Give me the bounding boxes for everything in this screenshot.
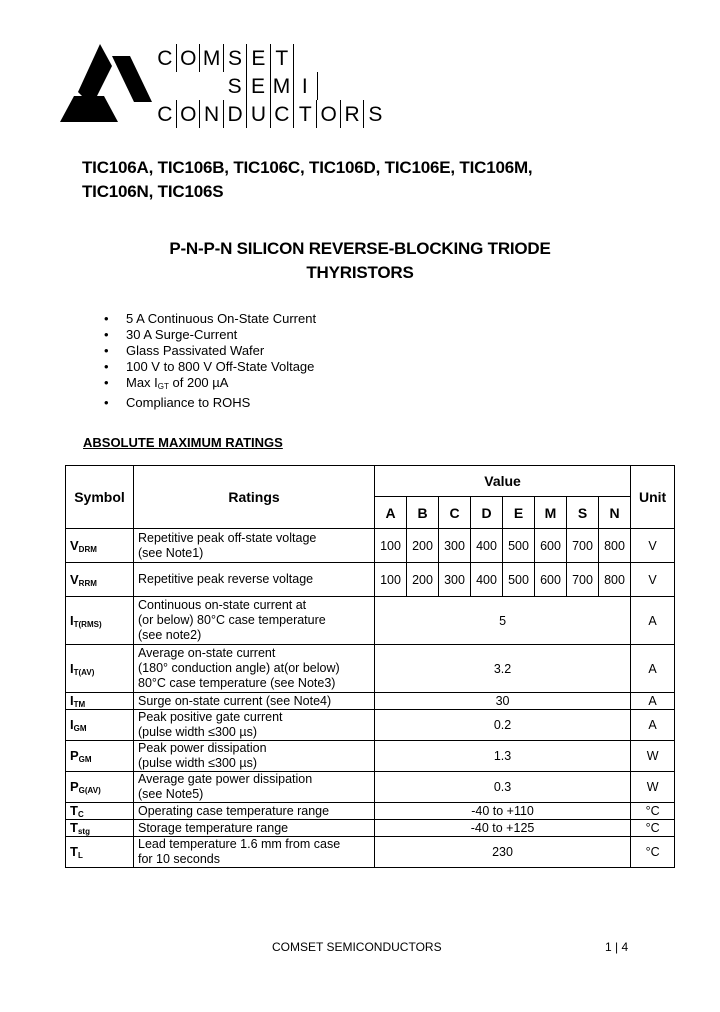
rating-cell: Surge on-state current (see Note4) — [134, 693, 375, 710]
table-row — [66, 645, 675, 693]
feature-list — [104, 311, 316, 411]
value-cell: 500 — [503, 529, 535, 563]
rating-cell: Lead temperature 1.6 mm from case for 10 seconds — [134, 837, 375, 868]
title-line-1: TIC106A, TIC106B, TIC106C, TIC106D, TIC106E, TIC106M, — [82, 158, 533, 177]
table-row — [66, 597, 675, 645]
rating-cell: Continuous on-state current at (or below) 80°C case temperature (see note2) — [134, 597, 375, 645]
value-cell: 200 — [407, 529, 439, 563]
value-cell: 400 — [471, 563, 503, 597]
unit-cell: °C — [631, 837, 675, 868]
list-item: • Glass Passivated Wafer — [104, 343, 316, 359]
header-ratings: Ratings — [134, 466, 375, 529]
logo-letter: C — [157, 47, 173, 70]
symbol-cell: PGM — [66, 741, 134, 772]
value-cell: 200 — [407, 563, 439, 597]
value-cell: 800 — [599, 563, 631, 597]
symbol-cell: ITM — [66, 693, 134, 710]
list-item: • Max $I_{GT}$ of 200 µA — [104, 375, 316, 395]
unit-cell: °C — [631, 820, 675, 837]
logo-letter: S — [228, 47, 243, 70]
logo-letter: S — [227, 75, 242, 98]
list-item: • 30 A Surge-Current — [104, 327, 316, 343]
symbol-cell: TL — [66, 837, 134, 868]
table-row — [66, 741, 675, 772]
document-title — [82, 156, 532, 204]
unit-cell: A — [631, 645, 675, 693]
symbol-cell: IT(RMS) — [66, 597, 134, 645]
symbol-cell: VDRM — [66, 529, 134, 563]
header-unit: Unit — [631, 466, 675, 529]
rating-cell: Average gate power dissipation (see Note5) — [134, 772, 375, 803]
header-value: Value — [375, 466, 631, 497]
rating-cell: Repetitive peak reverse voltage — [134, 563, 375, 597]
value-cell: 0.3 — [375, 772, 631, 803]
rating-cell: Peak positive gate current (pulse width ≤300 µs) — [134, 710, 375, 741]
header-grade: N — [599, 497, 631, 529]
logo-letter: U — [250, 103, 267, 126]
table-row — [66, 529, 675, 563]
table-row — [66, 772, 675, 803]
rating-cell: Repetitive peak off-state voltage (see Note1) — [134, 529, 375, 563]
value-cell: 5 — [375, 597, 631, 645]
value-cell: 100 — [375, 563, 407, 597]
footer-page-number: 1 | 4 — [605, 940, 629, 954]
value-cell: 300 — [439, 529, 471, 563]
logo-letter: T — [298, 103, 312, 126]
logo-row-comset — [155, 44, 295, 72]
symbol-cell: TC — [66, 803, 134, 820]
symbol-cell: Tstg — [66, 820, 134, 837]
unit-cell: W — [631, 772, 675, 803]
logo-letter: I — [301, 75, 308, 98]
value-cell: 700 — [567, 563, 599, 597]
unit-cell: A — [631, 710, 675, 741]
value-cell: 100 — [375, 529, 407, 563]
ratings-table — [65, 465, 675, 868]
header-grade: D — [471, 497, 503, 529]
subtitle-line-1: P-N-P-N SILICON REVERSE-BLOCKING TRIODE — [169, 239, 551, 258]
list-item: • Compliance to ROHS — [104, 395, 316, 411]
rating-cell: Peak power dissipation (pulse width ≤300 µs) — [134, 741, 375, 772]
logo-letter: O — [180, 103, 197, 126]
subtitle-line-2: THYRISTORS — [306, 263, 414, 282]
value-cell: -40 to +110 — [375, 803, 631, 820]
table-row — [66, 803, 675, 820]
header-grade: B — [407, 497, 439, 529]
header-grade: E — [503, 497, 535, 529]
document-subtitle — [0, 237, 720, 285]
value-cell: 600 — [535, 563, 567, 597]
value-cell: -40 to +125 — [375, 820, 631, 837]
table-row — [66, 693, 675, 710]
logo-row-conductors — [155, 100, 395, 128]
header-grade: A — [375, 497, 407, 529]
section-heading: ABSOLUTE MAXIMUM RATINGS — [83, 435, 283, 450]
title-line-2: TIC106N, TIC106S — [82, 182, 224, 201]
rating-cell: Storage temperature range — [134, 820, 375, 837]
symbol-cell: IGM — [66, 710, 134, 741]
value-cell: 1.3 — [375, 741, 631, 772]
logo-letter: O — [320, 103, 337, 126]
header-symbol: Symbol — [66, 466, 134, 529]
value-cell: 500 — [503, 563, 535, 597]
value-cell: 3.2 — [375, 645, 631, 693]
table-row — [66, 563, 675, 597]
logo-letter: T — [275, 47, 289, 70]
logo-letter: D — [227, 103, 243, 126]
table-row — [66, 710, 675, 741]
company-logo-icon — [60, 44, 152, 122]
symbol-cell: IT(AV) — [66, 645, 134, 693]
logo-letter: M — [272, 75, 291, 98]
footer-company: COMSET SEMICONDUCTORS — [272, 940, 442, 954]
logo-letter: R — [344, 103, 360, 126]
logo-row-semi — [202, 72, 308, 100]
unit-cell: °C — [631, 803, 675, 820]
logo-letter: C — [274, 103, 290, 126]
table-header-row — [66, 466, 675, 497]
value-cell: 700 — [567, 529, 599, 563]
unit-cell: V — [631, 563, 675, 597]
logo-letter: M — [202, 47, 221, 70]
value-cell: 230 — [375, 837, 631, 868]
unit-cell: A — [631, 597, 675, 645]
value-cell: 600 — [535, 529, 567, 563]
logo-letter: E — [251, 47, 266, 70]
logo-letter: E — [251, 75, 266, 98]
unit-cell: A — [631, 693, 675, 710]
list-item: • 100 V to 800 V Off-State Voltage — [104, 359, 316, 375]
value-cell: 30 — [375, 693, 631, 710]
symbol-cell: PG(AV) — [66, 772, 134, 803]
rating-cell: Operating case temperature range — [134, 803, 375, 820]
logo-letter: N — [204, 103, 220, 126]
unit-cell: V — [631, 529, 675, 563]
unit-cell: W — [631, 741, 675, 772]
logo-letter: C — [157, 103, 173, 126]
value-cell: 400 — [471, 529, 503, 563]
header-grade: S — [567, 497, 599, 529]
header-grade: C — [439, 497, 471, 529]
list-item: • 5 A Continuous On-State Current — [104, 311, 316, 327]
symbol-cell: VRRM — [66, 563, 134, 597]
value-cell: 300 — [439, 563, 471, 597]
logo-letter: S — [368, 103, 383, 126]
value-cell: 800 — [599, 529, 631, 563]
value-cell: 0.2 — [375, 710, 631, 741]
header-grade: M — [535, 497, 567, 529]
table-row — [66, 837, 675, 868]
rating-cell: Average on-state current (180° conduction angle) at(or below) 80°C case temperature (see Note3) — [134, 645, 375, 693]
logo-letter: O — [180, 47, 197, 70]
table-row — [66, 820, 675, 837]
